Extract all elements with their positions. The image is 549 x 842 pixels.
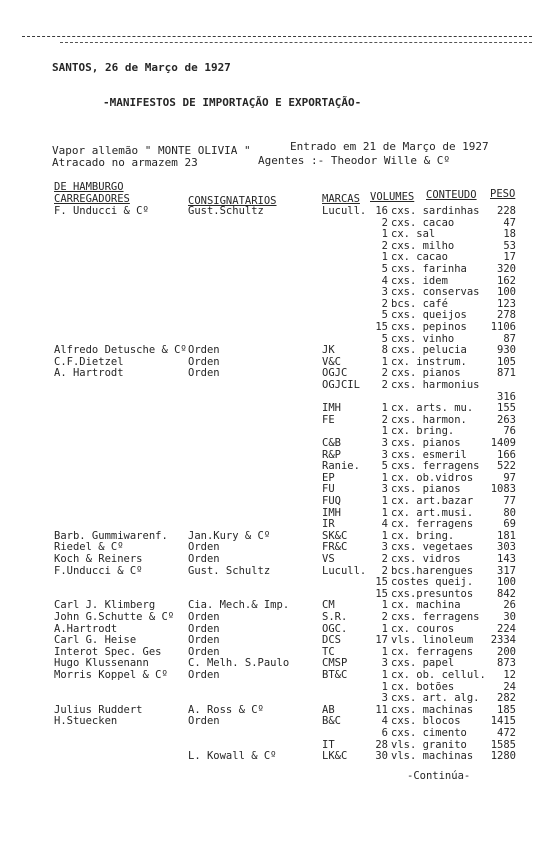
row-mark: OGJCIL bbox=[322, 379, 360, 391]
row-vol: 2 bbox=[381, 239, 388, 252]
row-mark: Lucull. bbox=[322, 205, 367, 217]
row-vol: 6 bbox=[381, 727, 388, 739]
row-weight: 472 bbox=[497, 727, 516, 739]
row-consignee: Orden bbox=[188, 344, 220, 357]
row-content: cxs. art. alg. bbox=[391, 692, 480, 705]
row-vol: 1 bbox=[381, 495, 388, 507]
row-vol: 1 bbox=[381, 669, 388, 681]
row-weight: 87 bbox=[503, 332, 516, 345]
row-consignee: Orden bbox=[188, 355, 220, 368]
row-vol: 3 bbox=[381, 541, 388, 554]
row-weight: 30 bbox=[503, 611, 516, 623]
row-content: cx. bring. bbox=[391, 529, 455, 542]
content-heading: CONTEUDO bbox=[426, 189, 477, 201]
row-weight: 303 bbox=[497, 541, 516, 554]
row-weight: 228 bbox=[497, 205, 516, 217]
row-mark: IR bbox=[322, 518, 335, 531]
row-mark: AB bbox=[322, 703, 335, 716]
row-content: cx. couros bbox=[391, 622, 455, 635]
row-weight: 842 bbox=[497, 587, 516, 600]
row-content: cx. ferragens bbox=[391, 518, 474, 531]
table-row bbox=[0, 635, 549, 647]
table-row bbox=[0, 751, 549, 763]
row-mark: BT&C bbox=[322, 669, 348, 681]
row-weight: 166 bbox=[497, 448, 516, 461]
row-content: cx. ob. cellul. bbox=[391, 669, 486, 681]
row-content: cxs. ferragens bbox=[391, 611, 480, 623]
row-weight: 80 bbox=[503, 506, 516, 519]
table-row bbox=[0, 670, 549, 682]
row-mark: CM bbox=[322, 599, 335, 612]
table-row bbox=[0, 577, 549, 589]
row-content: cx. cacao bbox=[391, 251, 448, 264]
row-shipper: F. Unducci & Cº bbox=[54, 205, 149, 217]
continues-note: -Continúa- bbox=[407, 770, 471, 782]
row-content: cxs. cimento bbox=[391, 727, 467, 739]
row-shipper: Interot Spec. Ges bbox=[54, 645, 162, 658]
row-vol: 16 bbox=[375, 205, 388, 217]
table-row bbox=[0, 345, 549, 357]
table-row bbox=[0, 287, 549, 299]
row-content: cxs. milho bbox=[391, 239, 455, 252]
row-shipper: Barb. Gummiwarenf. bbox=[54, 529, 168, 542]
row-weight: 100 bbox=[497, 576, 516, 589]
row-vol: 17 bbox=[375, 634, 388, 647]
row-shipper: John G.Schutte & Cº bbox=[54, 611, 175, 623]
row-content: cxs. sardinhas bbox=[391, 205, 480, 217]
row-mark: VS bbox=[322, 553, 335, 565]
row-content: cx. ob.vidros bbox=[391, 471, 474, 484]
row-shipper: Riedel & Cº bbox=[54, 541, 124, 554]
row-content: vls. granito bbox=[391, 738, 467, 751]
row-content: cxs. pepinos bbox=[391, 321, 467, 333]
row-weight: 1083 bbox=[490, 483, 516, 496]
row-shipper: Koch & Reiners bbox=[54, 553, 143, 565]
row-vol: 1 bbox=[381, 680, 388, 693]
row-vol: 1 bbox=[381, 355, 388, 368]
row-shipper: Morris Koppel & Cº bbox=[54, 669, 168, 681]
row-weight: 1409 bbox=[490, 437, 516, 449]
table-row bbox=[0, 322, 549, 334]
row-weight: 123 bbox=[497, 297, 516, 310]
table-row bbox=[0, 264, 549, 276]
row-weight: 97 bbox=[503, 471, 516, 484]
row-content: cxs. idem bbox=[391, 274, 448, 287]
row-mark: C&B bbox=[322, 437, 341, 449]
row-vol: 1 bbox=[381, 402, 388, 415]
agents-line: Agentes :- Theodor Wille & Cº bbox=[258, 154, 451, 167]
table-row bbox=[0, 380, 549, 392]
row-content: cx. instrum. bbox=[391, 355, 467, 368]
row-content: cxs. pianos bbox=[391, 367, 461, 380]
row-vol: 2 bbox=[381, 553, 388, 565]
row-weight: 2334 bbox=[490, 634, 516, 647]
vessel-line: Vapor allemão " MONTE OLIVIA " bbox=[52, 144, 251, 157]
table-row bbox=[0, 415, 549, 427]
row-weight: 105 bbox=[497, 355, 516, 368]
row-content: cxs. pelucia bbox=[391, 344, 467, 357]
row-vol: 28 bbox=[375, 738, 388, 751]
row-consignee: Orden bbox=[188, 669, 220, 681]
row-content: cxs.presuntos bbox=[391, 587, 474, 600]
row-vol: 15 bbox=[375, 587, 388, 600]
row-content: cx. bring. bbox=[391, 425, 455, 438]
entry-date: Entrado em 21 de Março de 1927 bbox=[290, 140, 489, 153]
row-weight: 224 bbox=[497, 622, 516, 635]
row-content: vls. linoleum bbox=[391, 634, 474, 647]
weight-heading: PESO bbox=[490, 188, 516, 200]
table-row bbox=[0, 438, 549, 450]
row-content: cx. arts. mu. bbox=[391, 402, 474, 415]
row-weight: 263 bbox=[497, 413, 516, 426]
row-vol: 1 bbox=[381, 529, 388, 542]
row-content: costes queij. bbox=[391, 576, 474, 589]
place-date: SANTOS, 26 de Março de 1927 bbox=[52, 61, 231, 74]
row-weight: 24 bbox=[503, 680, 516, 693]
row-content: vls. machinas bbox=[391, 750, 474, 763]
row-content: cxs. papel bbox=[391, 657, 455, 670]
row-weight: 871 bbox=[497, 367, 516, 380]
row-vol: 5 bbox=[381, 460, 388, 473]
row-mark: OGC. bbox=[322, 622, 348, 635]
row-consignee: Orden bbox=[188, 367, 220, 380]
row-content: cx. ferragens bbox=[391, 645, 474, 658]
row-weight: 930 bbox=[497, 344, 516, 357]
shippers-heading: CARREGADORES bbox=[54, 193, 130, 205]
row-consignee: A. Ross & Cº bbox=[188, 703, 264, 716]
row-content: cxs. cacao bbox=[391, 216, 455, 229]
row-content: cxs. vegetaes bbox=[391, 541, 474, 554]
row-shipper: Alfredo Detusche & Cº bbox=[54, 344, 187, 357]
row-mark: TC bbox=[322, 645, 335, 658]
row-shipper: Carl G. Heise bbox=[54, 634, 137, 647]
row-content: cxs. harmonius bbox=[391, 379, 480, 391]
row-vol: 8 bbox=[381, 344, 388, 357]
row-vol: 3 bbox=[381, 657, 388, 670]
row-shipper: H.Stuecken bbox=[54, 715, 118, 728]
row-content: bcs.harengues bbox=[391, 564, 474, 577]
document-title: -MANIFESTOS DE IMPORTAÇÃO E EXPORTAÇÃO- bbox=[103, 96, 362, 109]
row-vol: 1 bbox=[381, 506, 388, 519]
row-consignee: Gust.Schultz bbox=[188, 205, 264, 217]
row-mark: V&C bbox=[322, 355, 341, 368]
row-weight: 316 bbox=[497, 390, 516, 403]
row-weight: 522 bbox=[497, 460, 516, 473]
row-vol: 15 bbox=[375, 576, 388, 589]
row-weight: 77 bbox=[503, 495, 516, 507]
row-mark: FR&C bbox=[322, 541, 348, 554]
row-weight: 76 bbox=[503, 425, 516, 438]
table-row bbox=[0, 403, 549, 415]
row-consignee: Cia. Mech.& Imp. bbox=[188, 599, 290, 612]
row-mark: CMSP bbox=[322, 657, 348, 670]
row-shipper: A.Hartrodt bbox=[54, 622, 118, 635]
row-content: cxs. conservas bbox=[391, 286, 480, 299]
row-shipper: Carl J. Klimberg bbox=[54, 599, 156, 612]
row-vol: 1 bbox=[381, 599, 388, 612]
row-vol: 5 bbox=[381, 263, 388, 275]
row-weight: 162 bbox=[497, 274, 516, 287]
row-content: cxs. vidros bbox=[391, 553, 461, 565]
row-weight: 1585 bbox=[490, 738, 516, 751]
row-vol: 3 bbox=[381, 448, 388, 461]
row-content: cxs. queijos bbox=[391, 309, 467, 322]
row-mark: FU bbox=[322, 483, 335, 496]
row-content: cxs. pianos bbox=[391, 437, 461, 449]
row-weight: 185 bbox=[497, 703, 516, 716]
row-mark: FUQ bbox=[322, 495, 341, 507]
row-weight: 1106 bbox=[490, 321, 516, 333]
row-consignee: Orden bbox=[188, 645, 220, 658]
row-consignee: Orden bbox=[188, 611, 220, 623]
row-vol: 2 bbox=[381, 367, 388, 380]
row-weight: 873 bbox=[497, 657, 516, 670]
row-weight: 155 bbox=[497, 402, 516, 415]
row-mark: B&C bbox=[322, 715, 341, 728]
row-consignee: Orden bbox=[188, 622, 220, 635]
row-vol: 1 bbox=[381, 425, 388, 438]
table-row bbox=[0, 426, 549, 438]
row-vol: 30 bbox=[375, 750, 388, 763]
row-vol: 1 bbox=[381, 645, 388, 658]
row-weight: 26 bbox=[503, 599, 516, 612]
table-row bbox=[0, 519, 549, 531]
row-vol: 2 bbox=[381, 297, 388, 310]
row-mark: R&P bbox=[322, 448, 341, 461]
row-weight: 143 bbox=[497, 553, 516, 565]
row-mark: Ranie. bbox=[322, 460, 360, 473]
row-vol: 4 bbox=[381, 715, 388, 728]
row-content: cxs. vinho bbox=[391, 332, 455, 345]
row-consignee: Orden bbox=[188, 553, 220, 565]
top-rule-2 bbox=[60, 42, 532, 43]
table-row bbox=[0, 496, 549, 508]
row-content: cxs. pianos bbox=[391, 483, 461, 496]
row-consignee: L. Kowall & Cº bbox=[188, 750, 277, 763]
row-content: cxs. ferragens bbox=[391, 460, 480, 473]
row-mark: S.R. bbox=[322, 611, 348, 623]
row-mark: IMH bbox=[322, 506, 341, 519]
row-vol: 5 bbox=[381, 309, 388, 322]
row-vol: 3 bbox=[381, 483, 388, 496]
berth-line: Atracado no armazem 23 bbox=[52, 156, 198, 169]
row-vol: 11 bbox=[375, 703, 388, 716]
row-consignee: Orden bbox=[188, 541, 220, 554]
row-weight: 278 bbox=[497, 309, 516, 322]
row-consignee: Orden bbox=[188, 634, 220, 647]
row-weight: 47 bbox=[503, 216, 516, 229]
row-consignee: Gust. Schultz bbox=[188, 564, 271, 577]
row-shipper: Hugo Klussenann bbox=[54, 657, 149, 670]
table-row bbox=[0, 693, 549, 705]
row-mark: OGJC bbox=[322, 367, 348, 380]
row-content: cx. sal bbox=[391, 228, 436, 241]
row-weight: 282 bbox=[497, 692, 516, 705]
table-row bbox=[0, 554, 549, 566]
row-vol: 3 bbox=[381, 692, 388, 705]
row-consignee: Orden bbox=[188, 715, 220, 728]
row-weight: 181 bbox=[497, 529, 516, 542]
row-content: cx. art.bazar bbox=[391, 495, 474, 507]
row-mark: LK&C bbox=[322, 750, 348, 763]
row-vol: 2 bbox=[381, 611, 388, 623]
volumes-heading: VOLUMES bbox=[370, 191, 415, 203]
row-vol: 15 bbox=[375, 321, 388, 333]
row-vol: 2 bbox=[381, 413, 388, 426]
row-mark: JK bbox=[322, 344, 335, 357]
row-vol: 4 bbox=[381, 518, 388, 531]
row-mark: EP bbox=[322, 471, 335, 484]
origin-heading: DE HAMBURGO bbox=[54, 181, 124, 193]
row-vol: 3 bbox=[381, 437, 388, 449]
row-consignee: Jan.Kury & Cº bbox=[188, 529, 271, 542]
row-weight: 69 bbox=[503, 518, 516, 531]
table-row bbox=[0, 461, 549, 473]
table-row bbox=[0, 241, 549, 253]
row-shipper: A. Hartrodt bbox=[54, 367, 124, 380]
row-mark: IMH bbox=[322, 402, 341, 415]
row-mark: FE bbox=[322, 413, 335, 426]
table-row bbox=[0, 728, 549, 740]
row-weight: 100 bbox=[497, 286, 516, 299]
row-content: cxs. farinha bbox=[391, 263, 467, 275]
row-vol: 2 bbox=[381, 564, 388, 577]
consignees-heading: CONSIGNATARIOS bbox=[188, 195, 277, 207]
table-row bbox=[0, 473, 549, 485]
row-vol: 5 bbox=[381, 332, 388, 345]
row-shipper: C.F.Dietzel bbox=[54, 355, 124, 368]
row-vol: 1 bbox=[381, 622, 388, 635]
row-weight: 317 bbox=[497, 564, 516, 577]
row-content: bcs. café bbox=[391, 297, 448, 310]
table-row bbox=[0, 218, 549, 230]
row-mark: Lucull. bbox=[322, 564, 367, 577]
row-weight: 1415 bbox=[490, 715, 516, 728]
row-content: cxs. blocos bbox=[391, 715, 461, 728]
row-vol: 2 bbox=[381, 216, 388, 229]
row-mark: DCS bbox=[322, 634, 341, 647]
row-weight: 18 bbox=[503, 228, 516, 241]
table-row bbox=[0, 206, 549, 218]
marks-heading: MARCAS bbox=[322, 193, 360, 205]
row-content: cx. machina bbox=[391, 599, 461, 612]
row-vol: 3 bbox=[381, 286, 388, 299]
table-row bbox=[0, 612, 549, 624]
row-shipper: Julius Ruddert bbox=[54, 703, 143, 716]
row-content: cx. art.musi. bbox=[391, 506, 474, 519]
row-weight: 1280 bbox=[490, 750, 516, 763]
row-content: cxs. machinas bbox=[391, 703, 474, 716]
row-weight: 200 bbox=[497, 645, 516, 658]
row-content: cxs. esmeril bbox=[391, 448, 467, 461]
row-weight: 320 bbox=[497, 263, 516, 275]
row-vol: 1 bbox=[381, 251, 388, 264]
row-vol: 1 bbox=[381, 228, 388, 241]
row-vol: 2 bbox=[381, 379, 388, 391]
row-mark: IT bbox=[322, 738, 335, 751]
table-row bbox=[0, 229, 549, 241]
row-weight: 12 bbox=[503, 669, 516, 681]
row-consignee: C. Melh. S.Paulo bbox=[188, 657, 290, 670]
row-weight: 17 bbox=[503, 251, 516, 264]
row-vol: 4 bbox=[381, 274, 388, 287]
row-weight: 53 bbox=[503, 239, 516, 252]
row-content: cx. botões bbox=[391, 680, 455, 693]
row-content: cxs. harmon. bbox=[391, 413, 467, 426]
row-vol: 1 bbox=[381, 471, 388, 484]
row-shipper: F.Unducci & Cº bbox=[54, 564, 143, 577]
row-mark: SK&C bbox=[322, 529, 348, 542]
top-rule-1 bbox=[22, 36, 532, 37]
